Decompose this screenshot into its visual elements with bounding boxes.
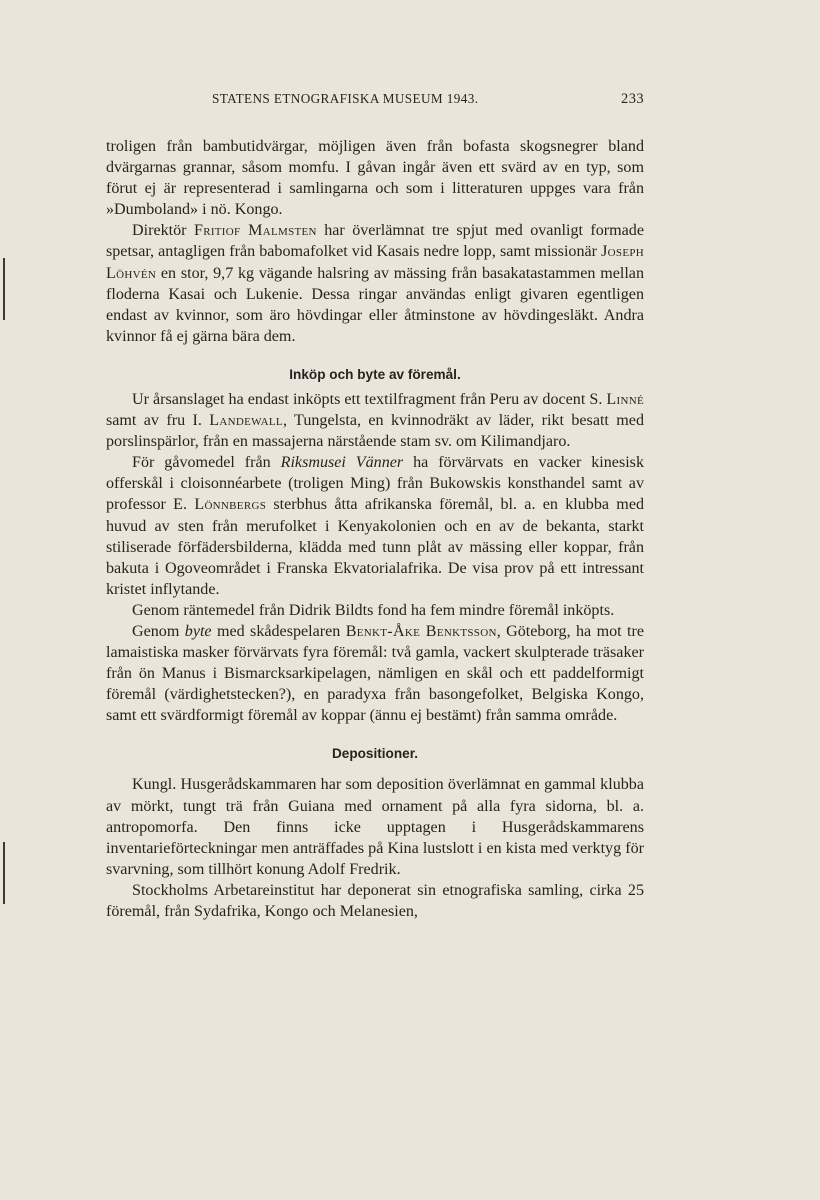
body-text	[106, 136, 644, 922]
name-smallcaps: Landewall	[209, 412, 283, 430]
text-run: Genom	[132, 622, 185, 640]
text-run: , Tungelsta, en kvinnodräkt av läder, rikt besatt med porslinspärlor, från en massajerna närstående stam sv. om Kilimandjaro.	[106, 412, 644, 451]
name-smallcaps: Linné	[606, 390, 644, 408]
text-run: Stockholms Arbetareinstitut har deponerat sin etnografiska samling, cirka 25 föremål, från Sydafrika, Kongo och Melanesien,	[106, 881, 644, 920]
paragraph	[106, 880, 644, 922]
emphasis: byte	[184, 622, 212, 640]
text-run: Genom räntemedel från Didrik Bildts fond ha fem mindre föremål inköpts.	[132, 601, 615, 619]
running-title: STATENS ETNOGRAFISKA MUSEUM 1943.	[212, 91, 479, 106]
text-run: med skådespelaren	[211, 622, 346, 640]
text-run: har överlämnat tre spjut med ovanligt formade spetsar, antagligen från babomafolket vid Kasais nedre lopp, samt missionär	[106, 222, 644, 261]
section-depositioner-paragraphs	[106, 774, 644, 922]
text-run: ha förvärvats en vacker kinesisk offerskål i cloisonnéarbete (troligen Ming) från Bukowskis konsthandel samt av professor E.	[106, 454, 644, 514]
name-smallcaps: Fritiof Malmsten	[193, 222, 317, 240]
text-run: , Göteborg, ha mot tre lamaistiska masker förvärvats fyra föremål: två gamla, vackert skulpterade träsaker från ön Manus i Bismarcksarkipelagen, nämligen en skål och ett paddelformigt föremål (värdighetstecken?), en paradyxa från basongefolket, Belgiska Kongo, samt ett svärdformigt föremål av koppar (ännu ej bestämt) från samma område.	[106, 622, 644, 725]
paragraph	[106, 600, 644, 621]
margin-mark-top	[3, 258, 5, 320]
page	[106, 91, 644, 922]
text-run: Ur årsanslaget ha endast inköpts ett textilfragment från Peru av docent S.	[132, 390, 607, 408]
emphasis: Riksmusei Vänner	[280, 454, 404, 472]
section-heading-depositioner: Depositioner.	[331, 746, 419, 762]
page-number: 233	[621, 91, 644, 107]
name-smallcaps: Benkt-Åke Benktsson	[345, 622, 497, 640]
text-run: en stor, 9,7 kg vägande halsring av mässing från basakatastammen mellan floderna Kasai och Lukenie. Dessa ringar användas enligt givaren egentligen endast av kvinnor, som äro hövdingar eller åtminstone av hövdingesläkt. Andra kvinnor få ej gärna bära dem.	[106, 264, 644, 345]
section-inkop-paragraphs	[106, 389, 644, 727]
intro-paragraphs	[106, 136, 644, 347]
text-run: troligen från bambutidvärgar, möjligen även från bofasta skogsnegrer bland dvärgarnas grannar, såsom momfu. I gåvan ingår även ett svärd av en typ, som förut ej är representerad i samlingarna och som i litteraturen uppges vara från »Dumboland» i nö. Kongo.	[106, 138, 644, 219]
paragraph	[106, 774, 644, 879]
text-run: samt av fru I.	[106, 412, 210, 430]
text-run: sterbhus åtta afrikanska föremål, bl. a. en klubba med huvud av sten från merufolket i Kenyakolonien och en av de bekanta, starkt stiliserade förfädersbilderna, klädda med tunn plåt av mässing eller koppar, från bakuta i Ogoveområdet i Franska Ekvatorialafrika. De visa prov på ett intressant kristet inflytande.	[106, 496, 645, 598]
name-smallcaps: Lönnbergs	[194, 496, 267, 514]
text-run: Kungl. Husgerådskammaren har som deposition överlämnat en gammal klubba av mörkt, tungt trä från Guiana med ornament på alla fyra sidorna, bl. a. antropomorfa. Den finns icke upptagen i Husgerådskammarens inventarieförteckningar men anträffades på Kina lustslott i en kista med verktyg för svarvning, som tillhört konung Adolf Fredrik.	[106, 776, 644, 878]
paragraph	[106, 389, 644, 452]
name-smallcaps: Joseph Löhvén	[106, 243, 644, 282]
text-run: Direktör	[132, 222, 194, 240]
running-head	[106, 91, 644, 111]
section-heading-inkop: Inköp och byte av föremål.	[289, 366, 461, 382]
text-run: För gåvomedel från	[132, 454, 281, 472]
paragraph	[106, 452, 644, 600]
paragraph	[106, 621, 644, 726]
paragraph	[106, 136, 644, 220]
margin-mark-bottom	[3, 842, 5, 904]
paragraph	[106, 220, 644, 347]
